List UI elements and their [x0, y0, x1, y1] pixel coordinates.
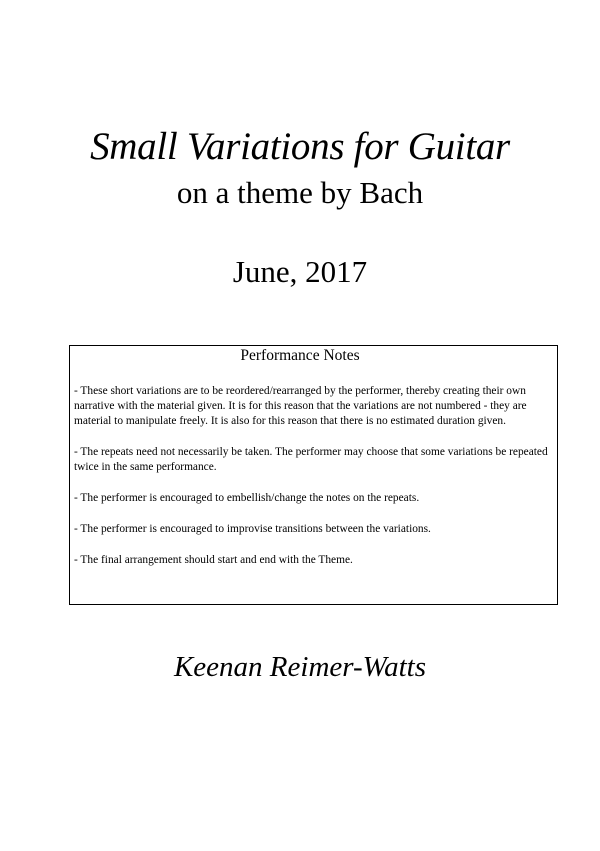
author-name: Keenan Reimer-Watts [173, 651, 427, 683]
performance-note: - The performer is encouraged to improvise transitions between the variations. [74, 523, 431, 535]
page-subtitle: on a theme by Bach [176, 175, 424, 210]
performance-notes-box [69, 345, 558, 605]
performance-note: - The repeats need not necessarily be taken. The performer may choose that some variations be repeated twice in the same performance. [74, 446, 548, 473]
performance-note: - These short variations are to be reordered/rearranged by the performer, thereby creating their own narrative with the material given. It is for this reason that the variations are not numbered - they are material to manipulate freely. It is also for this reason that there is no estimated duration given. [74, 385, 527, 427]
date: June, 2017 [232, 254, 368, 289]
page-title: Small Variations for Guitar [90, 125, 510, 168]
performance-notes-list [74, 384, 558, 584]
performance-note: - The final arrangement should start and end with the Theme. [74, 554, 353, 566]
performance-note: - The performer is encouraged to embellish/change the notes on the repeats. [74, 492, 420, 504]
performance-notes-heading: Performance Notes [240, 347, 360, 364]
